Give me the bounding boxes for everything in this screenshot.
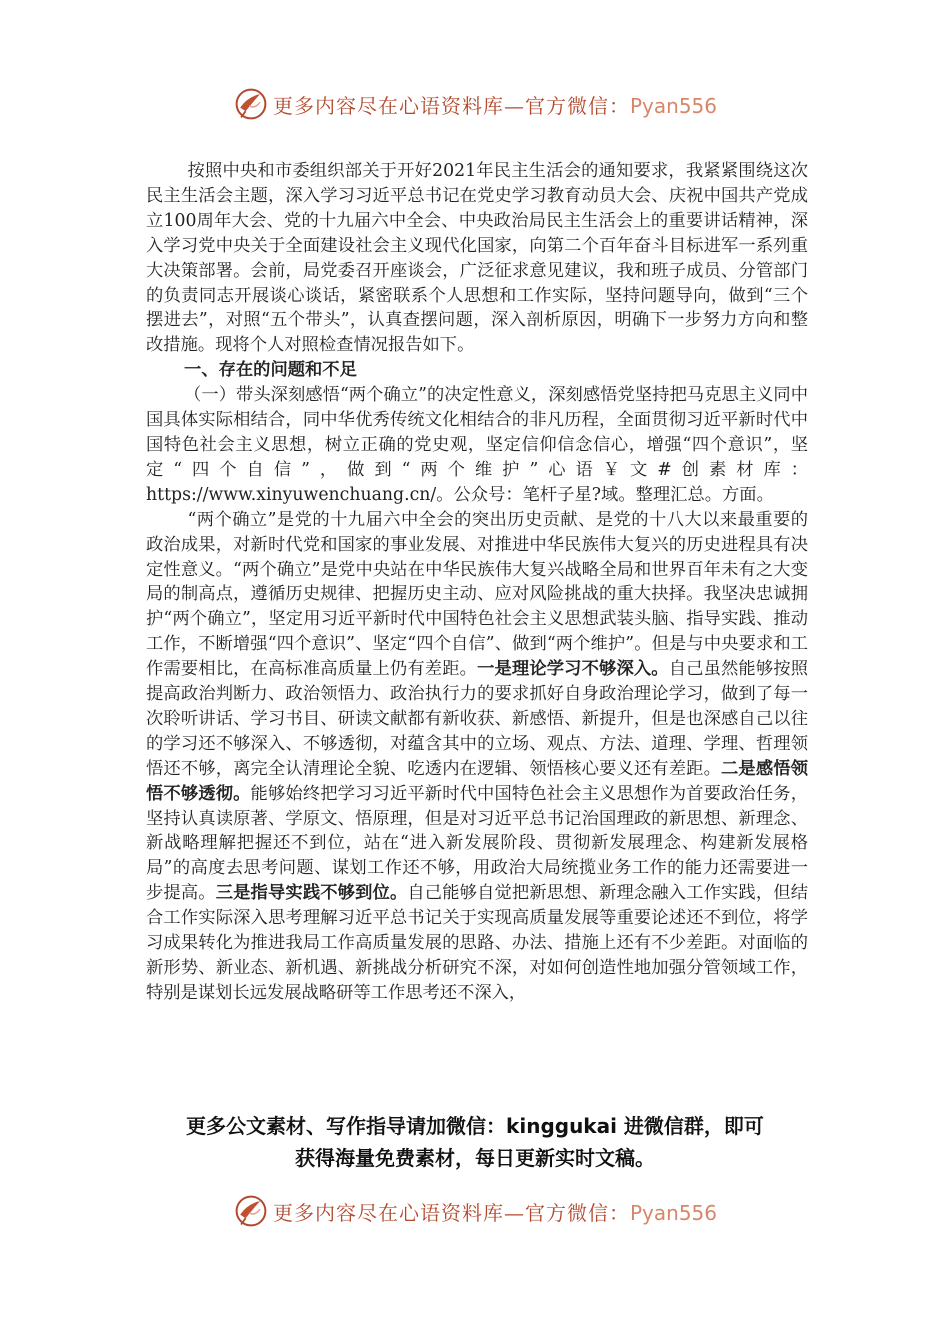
- banner-text: 更多内容尽在心语资料库—官方微信：Pyan556: [272, 1200, 717, 1225]
- footer-banner: [0, 1189, 950, 1233]
- point-one-label: 一是理论学习不够深入。: [477, 659, 669, 680]
- analysis-paragraph: “两个确立”是党的十九届六中全会的突出历史贡献、是党的十八大以来最重要的政治成果，对新时代党和国家的事业发展、对推进中华民族伟大复兴的历史进程具有决定性意义。“两个确立”是党中央站在中华民族伟大复兴战略全局和世界百年未有之大变局的制高点，遵循历史规律、把握历史主动、应对风险挑战的重大抉择。我坚决忠诚拥护“两个确立”，坚定用习近平新时代中国特色社会主义思想武装头脑、指导实践、推动工作，不断增强“四个意识”、坚定“四个自信”、做到“两个维护”。但是与中央要求和工作需要相比，在高标准高质量上仍有差距。一是理论学习不够深入。自己虽然能够按照提高政治判断力、政治领悟力、政治执行力的要求抓好自身政治理论学习，做到了每一次聆听讲话、学习书目、研读文献都有新收获、新感悟、新提升，但是也深感自己以往的学习还不够深入、不够透彻，对蕴含其中的立场、观点、方法、道理、学理、哲理领悟还不够，离完全认清理论全貌、吃透内在逻辑、领悟核心要义还有差距。二是感悟领悟不够透彻。能够始终把学习习近平新时代中国特色社会主义思想作为首要政治任务，坚持认真读原著、学原文、悟原理，但是对习近平总书记治国理政的新思想、新理念、新战略理解把握还不到位，站在“进入新发展阶段、贯彻新发展理念、构建新发展格局”的高度去思考问题、谋划工作还不够，用政治大局统揽业务工作的能力还需要进一步提高。三是指导实践不够到位。自己能够自觉把新思想、新理念融入工作实践，但结合工作实际深入思考理解习近平总书记关于实现高质量发展等重要论述还不到位，将学习成果转化为推进我局工作高质量发展的思路、办法、措施上还有不少差距。对面临的新形势、新业态、新机遇、新挑战分析研究不深，对如何创造性地加强分管领域工作，特别是谋划长远发展战略研等工作思考还不深入，: [146, 509, 808, 1003]
- subsection-heading: （一）带头深刻感悟“两个确立”的决定性意义，深刻感悟党坚持把马克思主义同中国具体实际相结合，同中华优秀传统文化相结合的非凡历程，全面贯彻习近平新时代中国特色社会主义思想，树立正确的党史观，坚定信仰信念信心，增强“四个意识”，坚定“四个自信”，做到“两个维护”心语￥文#创素材库：https://www.xinyuwenchuang.cn/。公众号：笔杆子星?域。整理汇总。方面。: [146, 385, 808, 505]
- intro-paragraph: 按照中央和市委组织部关于开好2021年民主生活会的通知要求，我紧紧围绕这次民主生活会主题，深入学习习近平总书记在党史学习教育动员大会、庆祝中国共产党成立100周年大会、党的十九届六中全会、中央政治局民主生活会上的重要讲话精神，深入学习党中央关于全面建设社会主义现代化国家，向第二个百年奋斗目标进军一系列重大决策部署。会前，局党委召开座谈会，广泛征求意见建议，我和班子成员、分管部门的负责同志开展谈心谈话，紧密联系个人思想和工作实际，坚持问题导向，做到“三个摆进去”，对照“五个带头”，认真查摆问题，深入剖析原因，明确下一步努力方向和整改措施。现将个人对照检查情况报告如下。: [146, 161, 808, 356]
- pen-logo-icon: [233, 1193, 269, 1229]
- document-body: [146, 159, 808, 1006]
- banner-wechat-id: Pyan556: [629, 1200, 717, 1225]
- point-two-label: 二是感悟领悟不够透彻。: [146, 758, 808, 804]
- promo-line-2: 获得海量免费素材，每日更新实时文稿。: [295, 1146, 655, 1170]
- pen-logo-icon: [233, 86, 269, 122]
- promo-line-1: 更多公文素材、写作指导请加微信：kinggukai 进微信群，即可: [186, 1114, 764, 1138]
- section-heading: 一、存在的问题和不足: [184, 360, 357, 381]
- banner-text: 更多内容尽在心语资料库—官方微信：Pyan556: [272, 93, 717, 118]
- promo-notice: [118, 1110, 832, 1174]
- header-banner: [0, 82, 950, 126]
- point-three-label: 三是指导实践不够到位。: [215, 883, 408, 904]
- banner-wechat-id: Pyan556: [629, 93, 717, 118]
